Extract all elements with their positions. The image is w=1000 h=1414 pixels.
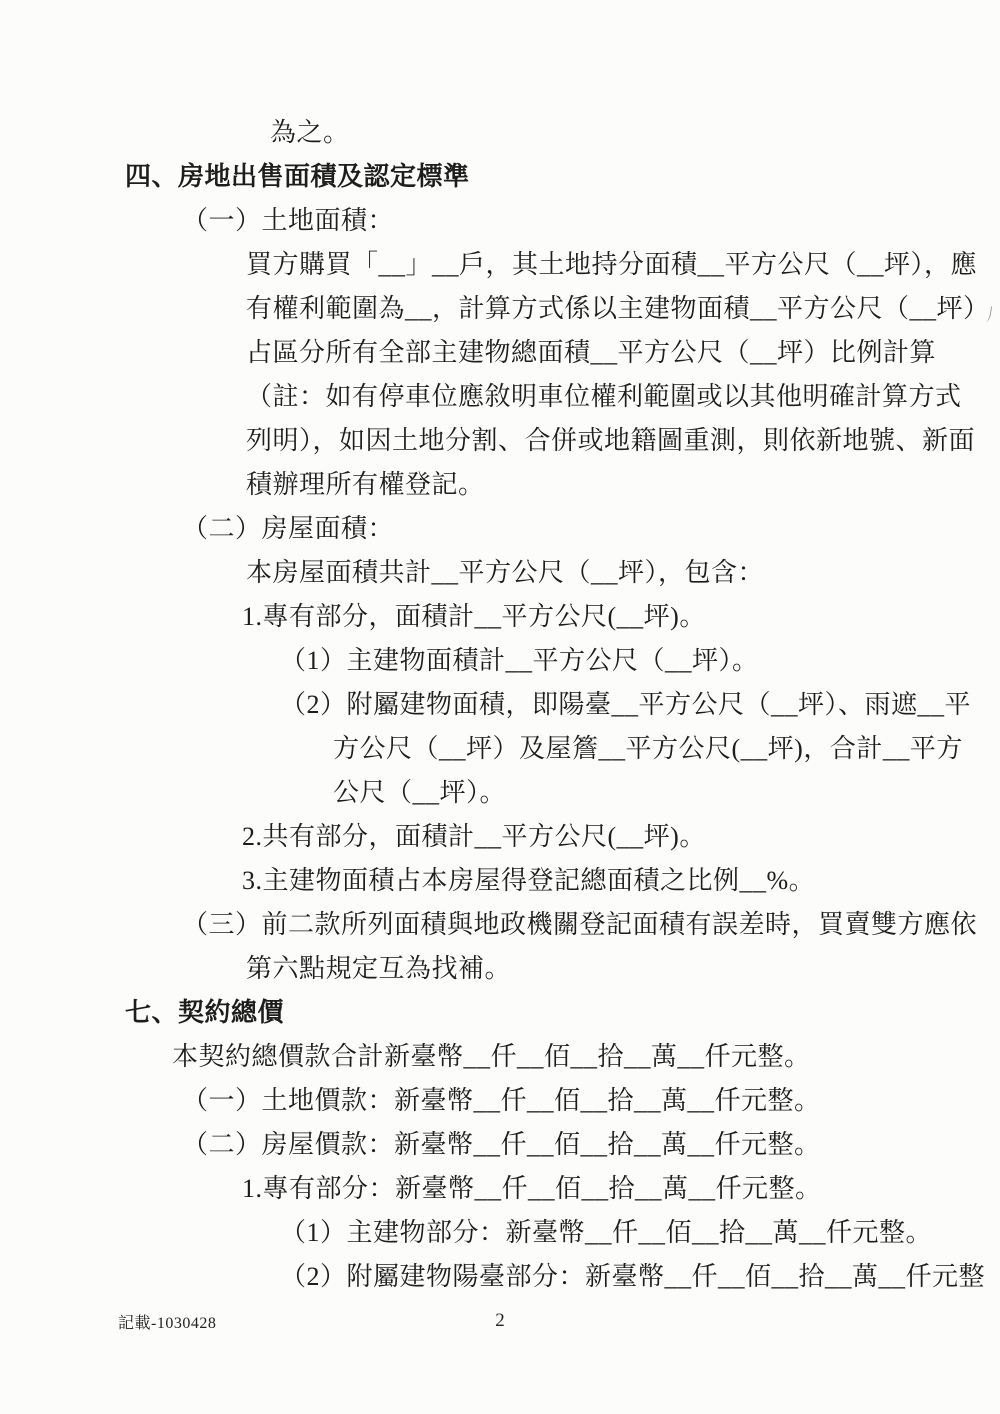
document-line-subitem-2-price: （2）附屬建物陽臺部分：新臺幣__仟__佰__拾__萬__仟元整 bbox=[280, 1262, 986, 1291]
document-line: 列明），如因土地分割、合併或地籍圖重測，則依新地號、新面 bbox=[246, 426, 976, 455]
clause-1-land-area-label: （一）土地面積： bbox=[182, 206, 395, 235]
clause-2-house-price: （二）房屋價款：新臺幣__仟__佰__拾__萬__仟元整。 bbox=[182, 1130, 821, 1159]
document-line: 買方購買「__」__戶，其土地持分面積__平方公尺（__坪），應 bbox=[246, 250, 978, 279]
document-line: 第六點規定互為找補。 bbox=[246, 954, 512, 983]
document-line-item-1: 1.專有部分，面積計__平方公尺(__坪)。 bbox=[242, 602, 706, 631]
document-line-item-1-price: 1.專有部分：新臺幣__仟__佰__拾__萬__仟元整。 bbox=[242, 1174, 822, 1203]
document-line: 方公尺（__坪）及屋簷__平方公尺(__坪)，合計__平方 bbox=[333, 734, 963, 763]
document-line: 占區分所有全部主建物總面積__平方公尺（__坪）比例計算 bbox=[246, 338, 937, 367]
document-line-item-2: 2.共有部分，面積計__平方公尺(__坪)。 bbox=[242, 822, 706, 851]
clause-3-area-discrepancy: （三）前二款所列面積與地政機關登記面積有誤差時，買賣雙方應依 bbox=[182, 910, 978, 939]
document-code: 記載-1030428 bbox=[118, 1315, 217, 1332]
document-line-continuation: 為之。 bbox=[270, 118, 350, 147]
document-line: 有權利範圍為__，計算方式係以主建物面積__平方公尺（__坪） bbox=[246, 294, 990, 323]
document-line: （註：如有停車位應敘明車位權利範圍或以其他明確計算方式 bbox=[246, 382, 962, 411]
document-line-item-3: 3.主建物面積占本房屋得登記總面積之比例__%。 bbox=[242, 866, 816, 895]
document-line: 公尺（__坪）。 bbox=[333, 778, 507, 807]
document-line-subitem-1-price: （1）主建物部分：新臺幣__仟__佰__拾__萬__仟元整。 bbox=[280, 1218, 933, 1247]
document-line-subitem-2: （2）附屬建物面積，即陽臺__平方公尺（__坪）、雨遮__平 bbox=[280, 690, 972, 719]
document-line-subitem-1: （1）主建物面積計__平方公尺（__坪）。 bbox=[280, 646, 759, 675]
section-heading-4-sale-area: 四、房地出售面積及認定標準 bbox=[125, 162, 470, 191]
clause-1-land-price: （一）土地價款：新臺幣__仟__佰__拾__萬__仟元整。 bbox=[182, 1086, 821, 1115]
clause-2-house-area-label: （二）房屋面積： bbox=[182, 514, 395, 543]
page-number: 2 bbox=[495, 1310, 505, 1331]
document-line: 本房屋面積共計__平方公尺（__坪），包含： bbox=[246, 558, 765, 587]
section-heading-7-total-price: 七、契約總價 bbox=[125, 998, 285, 1027]
document-body bbox=[0, 111, 1000, 1299]
document-line: 積辦理所有權登記。 bbox=[246, 470, 485, 499]
total-price-line: 本契約總價款合計新臺幣__仟__佰__拾__萬__仟元整。 bbox=[172, 1042, 811, 1071]
